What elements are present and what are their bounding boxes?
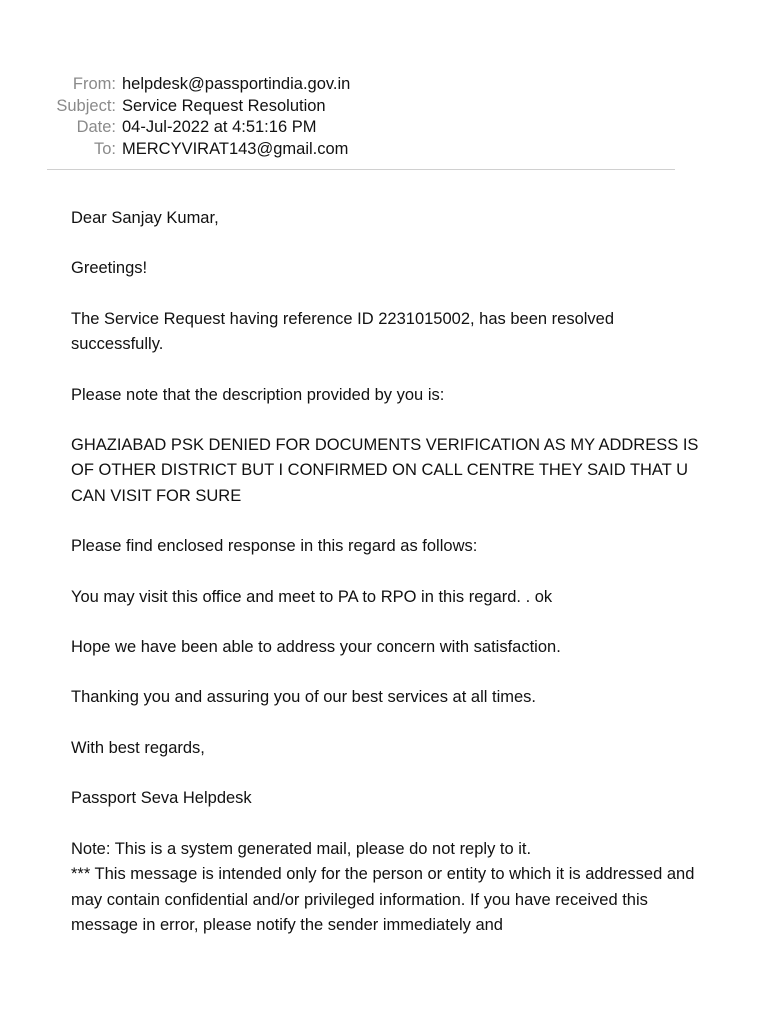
date-label: Date: [76,118,116,136]
from-value[interactable]: helpdesk@passportindia.gov.in [122,75,351,93]
subject-row [0,96,768,118]
description-intro: Please note that the description provided by you is: [71,385,445,404]
greeting: Greetings! [71,259,148,278]
regards: With best regards, [71,738,205,757]
salutation: Dear Sanjay Kumar, [71,209,219,227]
header-divider [47,169,675,170]
subject-label: Subject: [56,96,116,115]
response-intro: Please find enclosed response in this regard as follows: [71,537,478,556]
thanks-paragraph: Thanking you and assuring you of our best services at all times. [71,688,536,707]
to-value[interactable]: MERCYVIRAT143@gmail.com [122,139,349,158]
signature: Passport Seva Helpdesk [71,789,252,808]
hope-paragraph: Hope we have been able to address your concern with satisfaction. [71,638,561,657]
date-value: 04-Jul-2022 at 4:51:16 PM [122,118,317,136]
resolved-paragraph: The Service Request having reference ID 2231015002, has been resolved successfully. [71,309,615,354]
disclaimer: *** This message is intended only for the person or entity to which it is addressed and may contain confidential and/or privileged information. If you have received this message in error, please notify the sender immediately and [71,865,695,934]
to-label: To: [93,139,116,158]
from-label: From: [72,75,116,93]
response-text: You may visit this office and meet to PA to RPO in this regard. . ok [71,587,553,606]
email-header [0,74,768,160]
subject-value: Service Request Resolution [122,96,326,115]
date-row [0,117,768,139]
to-row [0,139,768,161]
email-body [71,206,707,938]
description-text: GHAZIABAD PSK DENIED FOR DOCUMENTS VERIFICATION AS MY ADDRESS IS OF OTHER DISTRICT BUT I CONFIRMED ON CALL CENTRE THEY SAID THAT U CAN VISIT FOR SURE [71,436,699,505]
system-note: Note: This is a system generated mail, please do not reply to it. [71,839,532,858]
from-row [0,74,768,96]
